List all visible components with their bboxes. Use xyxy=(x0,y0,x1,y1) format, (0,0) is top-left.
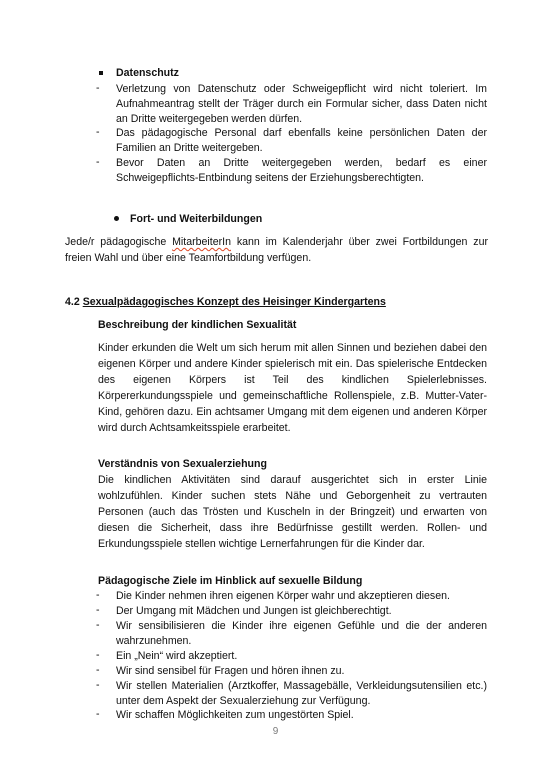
dash-marker: - xyxy=(96,156,100,168)
section-heading xyxy=(65,295,386,309)
dash-marker: - xyxy=(96,679,100,691)
datenschutz-item-text: Das pädagogische Personal darf ebenfalls keine persönlichen Daten der Familien an Dritte weitergeben. xyxy=(116,127,487,154)
ziele-item-text: Die Kinder nehmen ihren eigenen Körper wahr und akzeptieren diesen. xyxy=(116,590,450,602)
ziele-item-text: Wir schaffen Möglichkeiten zum ungestörten Spiel. xyxy=(116,709,354,721)
dash-marker: - xyxy=(96,664,100,676)
fortbildung-heading: Fort- und Weiterbildungen xyxy=(130,213,263,225)
beschreibung-paragraph: Kinder erkunden die Welt um sich herum mit allen Sinnen und beziehen dabei den eigenen Körper und andere Kinder spielerisch mit ein. Das spielerische Entdecken des eigenen Körpers ist Teil des kindlichen Spielerlebnisses. Körpererkundungsspiele und gemeinschaftliche Rollenspiele, z.B. Mutter-Vater-Kind, gehören dazu. Ein achtsamer Umgang mit dem eigenen und anderen Körper wird durch Achtsamkeitsspiele erarbeitet. xyxy=(98,342,487,434)
ziele-item-text: Wir sensibilisieren die Kinder ihre eigenen Gefühle und die der anderen wahrzunehmen. xyxy=(116,620,487,647)
dash-marker: - xyxy=(96,619,100,631)
dash-marker: - xyxy=(96,82,100,94)
ziele-item-6 xyxy=(96,679,487,709)
fortbildung-text-after: kann im Kalenderjahr über zwei Fortbildungen zur freien Wahl und über eine Teamfortbildung verfügen. xyxy=(65,236,488,264)
dash-marker: - xyxy=(96,649,100,661)
ziele-item-text: Wir sind sensibel für Fragen und hören ihnen zu. xyxy=(116,665,345,677)
dash-marker: - xyxy=(96,589,100,601)
dash-marker: - xyxy=(96,126,100,138)
fortbildung-paragraph xyxy=(65,235,488,266)
beschreibung-heading: Beschreibung der kindlichen Sexualität xyxy=(98,319,297,331)
section-title: Sexualpädagogisches Konzept des Heisinger Kindergartens xyxy=(82,296,386,308)
ziele-item-text: Ein „Nein“ wird akzeptiert. xyxy=(116,650,238,662)
datenschutz-item-text: Verletzung von Datenschutz oder Schweigepflicht wird nicht toleriert. Im Aufnahmeantrag stellt der Träger durch ein Formular sicher, dass Daten nicht an Dritte weitergegeben werden dürfen. xyxy=(116,83,487,125)
ziele-item-4 xyxy=(96,649,487,664)
datenschutz-item-1 xyxy=(96,82,487,127)
verstaendnis-paragraph: Die kindlichen Aktivitäten sind darauf ausgerichtet sich in erster Linie wohlzufühlen. Kinder suchen stets Nähe und Geborgenheit zu vertrauten Personen (auch das Trösten und Kuscheln in der Bringzeit) und erwarten von diesen die Sicherheit, dass ihre Bedürfnisse gestillt werden. Rollen- und Erkundungsspiele stellen wichtige Lernerfahrungen für die Kinder dar. xyxy=(98,474,487,550)
ziele-item-text: Wir stellen Materialien (Arztkoffer, Massagebälle, Verkleidungsutensilien etc.) unter dem Aspekt der Sexualerziehung zur Verfügung. xyxy=(116,680,487,707)
datenschutz-item-2 xyxy=(96,126,487,156)
verstaendnis-heading: Verständnis von Sexualerziehung xyxy=(98,458,267,470)
fortbildung-text-before: Jede/r pädagogische xyxy=(65,236,173,248)
ziele-item-text: Der Umgang mit Mädchen und Jungen ist gleichberechtigt. xyxy=(116,605,392,617)
datenschutz-item-text: Bevor Daten an Dritte weitergegeben werden, bedarf es einer Schweigepflichts-Entbindung seitens der Erziehungsberechtigten. xyxy=(116,157,487,184)
section-number: 4.2 xyxy=(65,296,80,308)
ziele-item-7 xyxy=(96,708,487,723)
dash-marker: - xyxy=(96,604,100,616)
datenschutz-item-3 xyxy=(96,156,487,186)
ziele-item-3 xyxy=(96,619,487,649)
round-bullet-icon xyxy=(114,216,119,221)
ziele-item-1 xyxy=(96,589,487,604)
fortbildung-text-spell: MitarbeiterIn xyxy=(172,236,231,248)
square-bullet-icon xyxy=(99,71,103,75)
ziele-item-2 xyxy=(96,604,487,619)
datenschutz-heading: Datenschutz xyxy=(116,67,179,79)
page-number: 9 xyxy=(272,726,279,737)
ziele-item-5 xyxy=(96,664,487,679)
dash-marker: - xyxy=(96,708,100,720)
ziele-heading: Pädagogische Ziele im Hinblick auf sexuelle Bildung xyxy=(98,575,363,587)
